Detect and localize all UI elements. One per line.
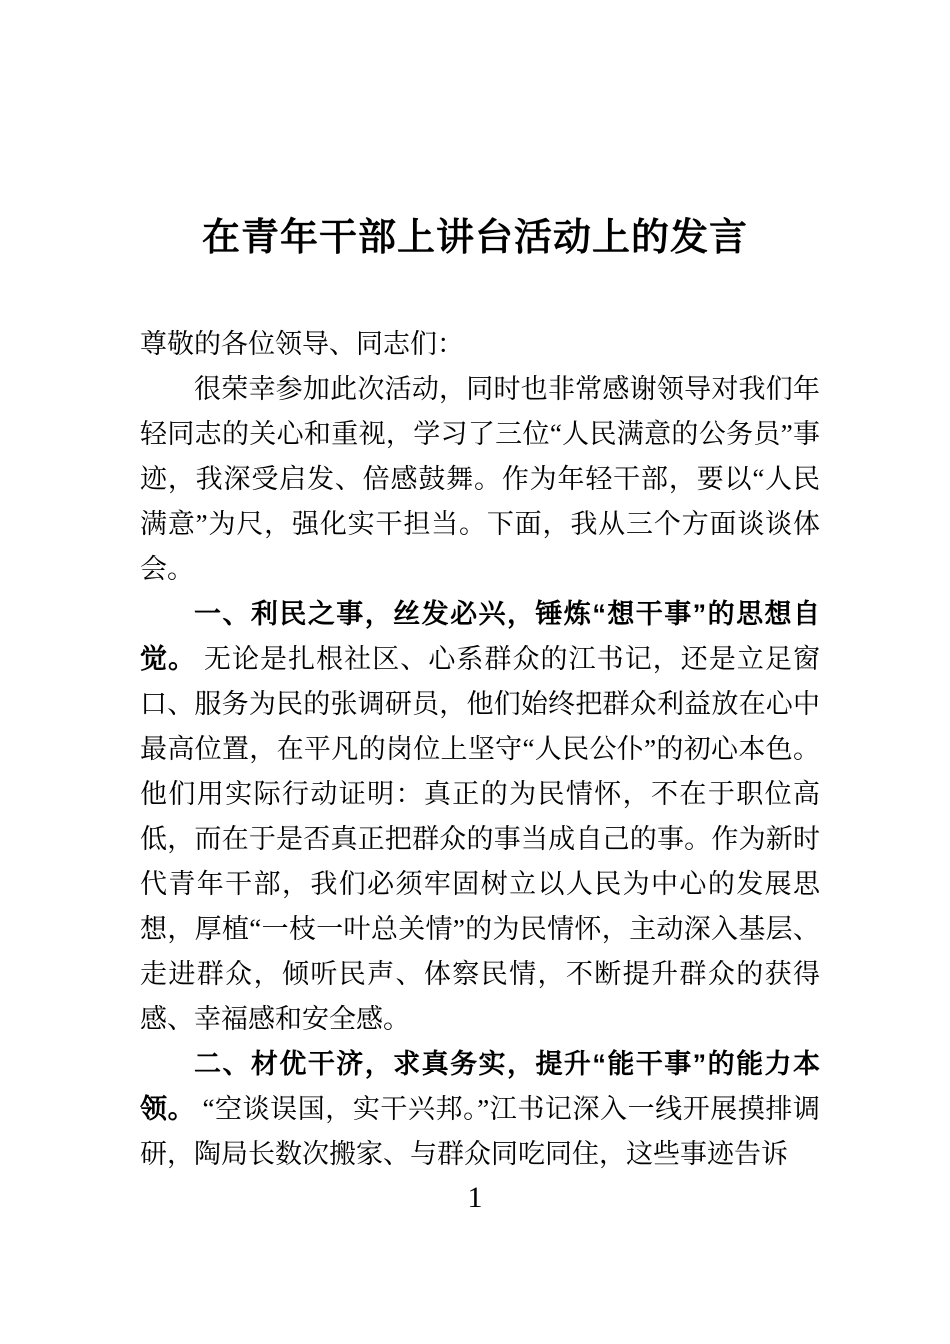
- paragraph-section-1: [140, 592, 820, 1042]
- paragraph-intro: [140, 367, 820, 592]
- document-title: 在青年干部上讲台活动上的发言: [201, 217, 748, 260]
- paragraph-intro-text: 很荣幸参加此次活动，同时也非常感谢领导对我们年轻同志的关心和重视，学习了三位“人民满意的公务员”事迹，我深受启发、倍感鼓舞。作为年轻干部，要以“人民满意”为尺，强化实干担当。下面，我从三个方面谈谈体会。: [140, 374, 820, 584]
- section-2-text: “空谈误国，实干兴邦。”江书记深入一线开展摸排调研，陶局长数次搬家、与群众同吃同住，这些事迹告诉: [140, 1094, 820, 1169]
- section-2-heading: 二、材优干济，求真务实，提升“能干事”的能力本领。: [140, 1049, 820, 1124]
- page-number: 1: [467, 1181, 483, 1214]
- salutation-line: 尊敬的各位领导、同志们：: [140, 329, 464, 359]
- section-1-heading: 一、利民之事，丝发必兴，锤炼“想干事”的思想自觉。: [140, 599, 820, 674]
- paragraph-section-2: [140, 1042, 820, 1177]
- document-body: [140, 322, 820, 1180]
- section-1-text: 无论是扎根社区、心系群众的江书记，还是立足窗口、服务为民的张调研员，他们始终把群众利益放在心中最高位置，在平凡的岗位上坚守“人民公仆”的初心本色。他们用实际行动证明：真正的为民情怀，不在于职位高低，而在于是否真正把群众的事当成自己的事。作为新时代青年干部，我们必须牢固树立以人民为中心的发展思想，厚植“一枝一叶总关情”的为民情怀，主动深入基层、走进群众，倾听民声、体察民情，不断提升群众的获得感、幸福感和安全感。: [140, 644, 820, 1034]
- page-footer: [0, 1180, 950, 1216]
